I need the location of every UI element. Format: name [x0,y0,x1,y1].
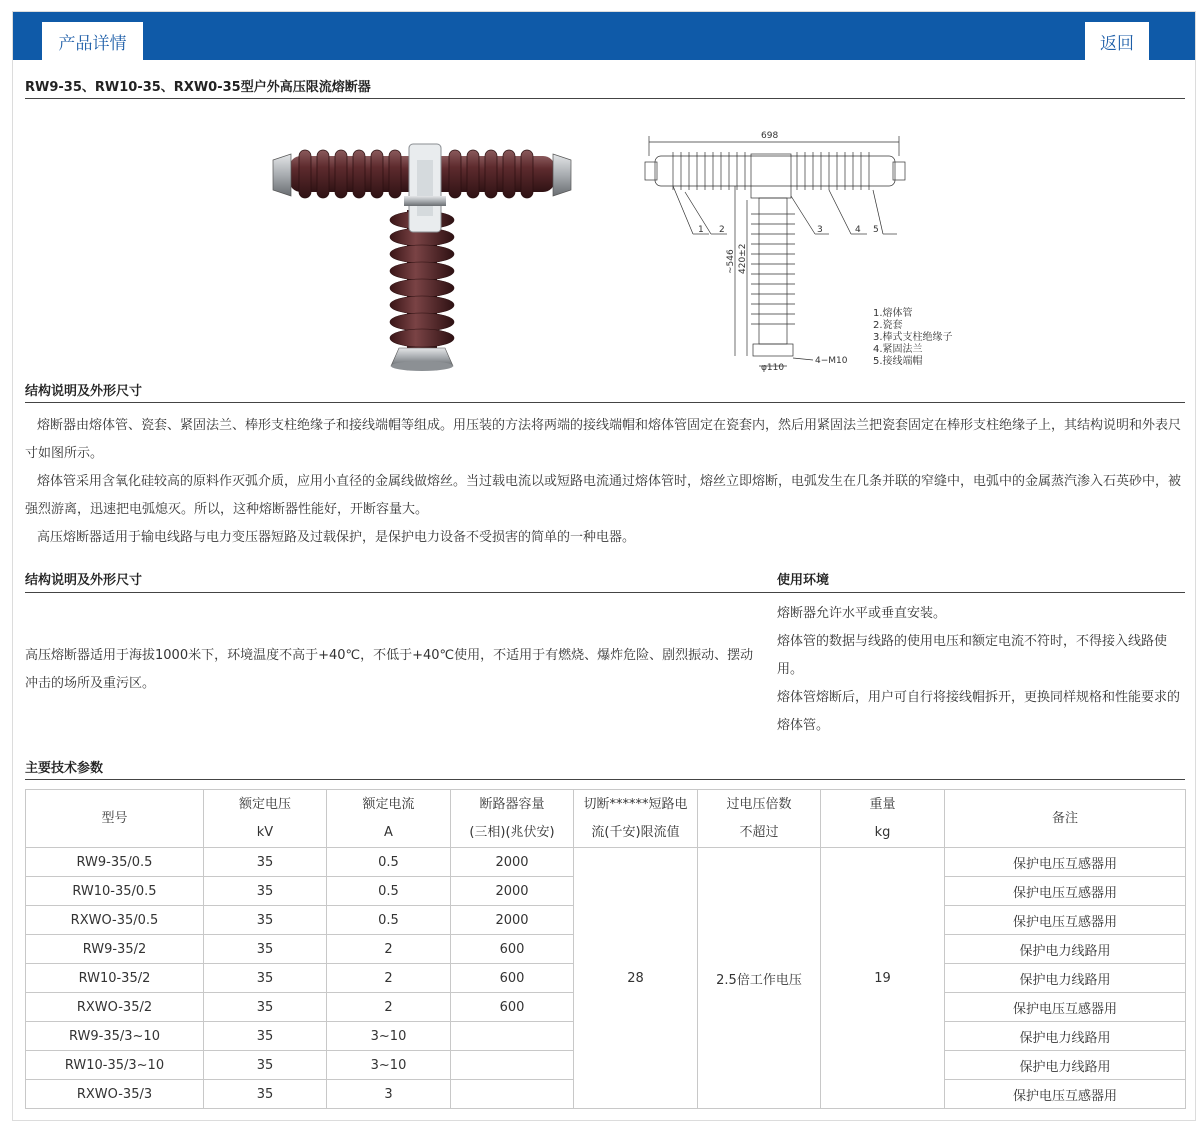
cell-model: RW9-35/0.5 [26,848,204,877]
cell-note: 保护电力线路用 [945,935,1186,964]
height-dim-label-2: 420±2 [738,243,748,274]
cell-model: RW9-35/2 [26,935,204,964]
cell-model: RW9-35/3~10 [26,1022,204,1051]
cell-capacity: 2000 [451,848,574,877]
cell-capacity: 2000 [451,877,574,906]
cell-capacity: 600 [451,964,574,993]
callout-5: 5 [873,225,879,235]
cell-voltage: 35 [204,935,327,964]
callout-4: 4 [855,225,861,235]
legend-item: 3.棒式支柱绝缘子 [873,332,953,343]
callout-1: 1 [698,225,704,235]
legend-item: 5.接线端帽 [873,356,923,367]
cell-weight-merged: 19 [821,848,945,1109]
col-header-current: 额定电流 A [327,790,451,848]
conditions-heading: 结构说明及外形尺寸 [25,573,143,588]
cell-voltage: 35 [204,848,327,877]
cell-current: 3~10 [327,1022,451,1051]
product-title: RW9-35、RW10-35、RXW0-35型户外高压限流熔断器 [25,80,371,95]
callout-2: 2 [719,225,725,235]
fuse-product-photo [259,130,585,375]
width-dim-label: 698 [761,131,779,141]
cell-voltage: 35 [204,1080,327,1109]
col-header-capacity: 断路器容量 (三相)(兆伏安) [451,790,574,848]
structure-divider [25,402,1185,403]
spec-table [25,789,1186,1109]
legend-item: 2.瓷套 [873,320,903,331]
cell-current: 3~10 [327,1051,451,1080]
col-header-voltage: 额定电压 kV [204,790,327,848]
cell-model: RW10-35/0.5 [26,877,204,906]
col-header-model: 型号 [26,790,204,848]
cell-model: RXWO-35/0.5 [26,906,204,935]
cell-model: RXWO-35/2 [26,993,204,1022]
col-header-cutoff: 切断******短路电 流(千安)限流值 [574,790,698,848]
legend-item: 4.紧固法兰 [873,344,923,355]
cell-voltage: 35 [204,906,327,935]
spec-divider [25,779,1185,780]
cell-capacity: 2000 [451,906,574,935]
cell-note: 保护电压互感器用 [945,877,1186,906]
conditions-divider [25,592,1185,593]
structure-heading: 结构说明及外形尺寸 [25,384,143,399]
cell-note: 保护电压互感器用 [945,906,1186,935]
environment-item: 熔体管熔断后，用户可自行将接线帽拆开，更换同样规格和性能要求的熔体管。 [777,690,1181,733]
cell-current: 2 [327,935,451,964]
environment-item: 熔断器允许水平或垂直安装。 [777,606,947,621]
spec-header-row [26,790,1186,848]
col-header-weight: 重量 kg [821,790,945,848]
cell-note: 保护电压互感器用 [945,993,1186,1022]
product-detail-panel [12,11,1196,1121]
cell-current: 3 [327,1080,451,1109]
environment-heading: 使用环境 [777,573,830,588]
cell-capacity: 600 [451,935,574,964]
cell-voltage: 35 [204,964,327,993]
cell-note: 保护电力线路用 [945,964,1186,993]
header-bar [13,12,1195,60]
cell-model: RW10-35/2 [26,964,204,993]
cell-cutoff-merged: 28 [574,848,698,1109]
structure-paragraph: 高压熔断器适用于输电线路与电力变压器短路及过载保护，是保护电力设备不受损害的简单的一种电器。 [37,530,636,545]
spec-heading: 主要技术参数 [25,761,104,776]
cell-voltage: 35 [204,1022,327,1051]
col-header-overvoltage: 过电压倍数 不超过 [698,790,821,848]
cell-current: 0.5 [327,848,451,877]
cell-note: 保护电压互感器用 [945,1080,1186,1109]
base-dim-label: φ110 [761,363,785,373]
bolt-dim-label: 4−M10 [815,356,848,366]
table-row [26,848,1186,877]
cell-model: RXWO-35/3 [26,1080,204,1109]
cell-model: RW10-35/3~10 [26,1051,204,1080]
cell-note: 保护电力线路用 [945,1051,1186,1080]
cell-voltage: 35 [204,993,327,1022]
structure-paragraph: 熔体管采用含氧化硅较高的原料作灭弧介质，应用小直径的金属线做熔丝。当过载电流以或短路电流通过熔体管时，熔丝立即熔断，电弧发生在几条并联的窄缝中，电弧中的金属蒸汽渗入石英砂中，被强烈游离，迅速把电弧熄灭。所以，这种熔断器性能好，开断容量大。 [25,474,1182,517]
cell-note: 保护电压互感器用 [945,848,1186,877]
environment-item: 熔体管的数据与线路的使用电压和额定电流不符时，不得接入线路使用。 [777,634,1168,677]
cell-note: 保护电力线路用 [945,1022,1186,1051]
fuse-dimension-drawing [633,126,973,380]
back-button[interactable]: 返回 [1085,22,1149,60]
legend-item: 1.熔体管 [873,308,913,319]
title-divider [25,98,1185,99]
cell-current: 0.5 [327,906,451,935]
cell-current: 2 [327,993,451,1022]
cell-capacity [451,1051,574,1080]
structure-body [25,412,1185,552]
cell-current: 0.5 [327,877,451,906]
cell-voltage: 35 [204,1051,327,1080]
height-dim-label-1: ~546 [726,249,736,274]
col-header-note: 备注 [945,790,1186,848]
callout-3: 3 [817,225,823,235]
structure-paragraph: 熔断器由熔体管、瓷套、紧固法兰、棒形支柱绝缘子和接线端帽等组成。用压装的方法将两端的接线端帽和熔体管固定在瓷套内，然后用紧固法兰把瓷套固定在棒形支柱绝缘子上，其结构说明和外表尺寸如图所示。 [25,418,1182,461]
environment-list [777,600,1185,740]
cell-capacity: 600 [451,993,574,1022]
conditions-text: 高压熔断器适用于海拔1000米下，环境温度不高于+40℃，不低于+40℃使用，不适用于有燃烧、爆炸危险、剧烈振动、摆动冲击的场所及重污区。 [25,648,754,691]
cell-capacity [451,1022,574,1051]
cell-current: 2 [327,964,451,993]
cell-overvoltage-merged: 2.5倍工作电压 [698,848,821,1109]
tab-product-detail[interactable]: 产品详情 [42,22,143,60]
cell-capacity [451,1080,574,1109]
cell-voltage: 35 [204,877,327,906]
